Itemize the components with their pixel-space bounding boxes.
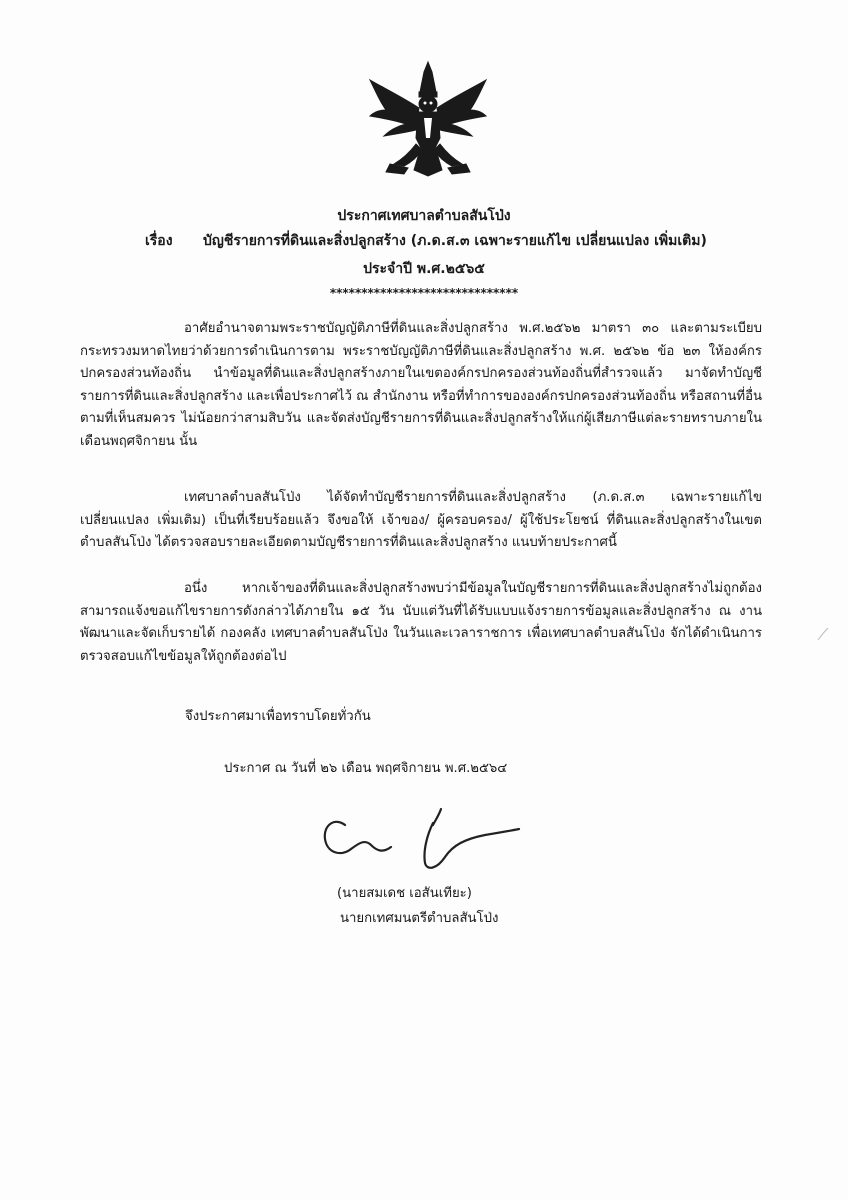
document-year: ประจำปี พ.ศ.๒๕๖๕: [363, 261, 485, 277]
separator-line: ******************************: [329, 286, 519, 300]
body-paragraph-3: [80, 578, 762, 668]
subject-label: เรื่อง: [145, 233, 173, 249]
document-title: ประกาศเทศบาลตำบลสันโป่ง: [337, 208, 511, 224]
closing-statement: จึงประกาศมาเพื่อทราบโดยทั่วกัน: [185, 709, 371, 724]
paragraph-2-text: เทศบาลตำบลสันโป่ง ได้จัดทำบัญชีรายการที่ดินและสิ่งปลูกสร้าง (ภ.ด.ส.๓ เฉพาะรายแก้ไข เปลี่ยนแปลง เพิ่มเติม) เป็นที่เรียบร้อยแล้ว จึงขอให้ เจ้าของ/ ผู้ครอบครอง/ ผู้ใช้ประโยชน์ ที่ดินและสิ่งปลูกสร้างในเขตตำบลสันโป่ง ได้ตรวจสอบรายละเอียดตามบัญชีรายการที่ดินและสิ่งปลูกสร้าง แนบท้ายประกาศนี้: [80, 490, 762, 550]
paragraph-1-text: อาศัยอำนาจตามพระราชบัญญัติภาษีที่ดินและสิ่งปลูกสร้าง พ.ศ.๒๕๖๒ มาตรา ๓๐ และตามระเบียบกระทรวงมหาดไทยว่าด้วยการดำเนินการตาม พระราชบัญญัติภาษีที่ดินและสิ่งปลูกสร้าง พ.ศ. ๒๕๖๒ ข้อ ๒๓ ให้องค์กรปกครองส่วนท้องถิ่น นำข้อมูลที่ดินและสิ่งปลูกสร้างภายในเขตองค์กรปกครองส่วนท้องถิ่นที่สำรวจแล้ว มาจัดทำบัญชีรายการที่ดินและสิ่งปลูกสร้าง และเพื่อประกาศไว้ ณ สำนักงาน หรือที่ทำการขององค์กรปกครองส่วนท้องถิ่น หรือสถานที่อื่นตามที่เห็นสมควร ไม่น้อยกว่าสามสิบวัน และจัดส่งบัญชีรายการที่ดินและสิ่งปลูกสร้างให้แก่ผู้เสียภาษีแต่ละรายทราบภายในเดือนพฤศจิกายน นั้น: [80, 321, 762, 449]
date-prefix: ประกาศ ณ วันที่: [224, 761, 317, 776]
paragraph-3-text: อนึ่ง หากเจ้าของที่ดินและสิ่งปลูกสร้างพบว่ามีข้อมูลในบัญชีรายการที่ดินและสิ่งปลูกสร้างไม่ถูกต้อง สามารถแจ้งขอแก้ไขรายการดังกล่าวได้ภายใน ๑๕ วัน นับแต่วันที่ได้รับแบบแจ้งรายการข้อมูลและสิ่งปลูกสร้าง ณ งานพัฒนาและจัดเก็บรายได้ กองคลัง เทศบาลตำบลสันโป่ง ในวันและเวลาราชการ เพื่อเทศบาลตำบลสันโป่ง จักได้ดำเนินการตรวจสอบแก้ไขข้อมูลให้ถูกต้องต่อไป: [80, 581, 762, 664]
garuda-emblem-icon: [364, 58, 492, 186]
body-paragraph-1: [80, 318, 762, 453]
date-day: ๒๖: [320, 761, 338, 776]
subject-text: บัญชีรายการที่ดินและสิ่งปลูกสร้าง (ภ.ด.ส.๓ เฉพาะรายแก้ไข เปลี่ยนแปลง เพิ่มเติม): [203, 233, 707, 249]
handwritten-signature: [315, 795, 535, 885]
signatory-name: (นายสมเดช เอสันเทียะ): [337, 886, 472, 901]
document-subject: [145, 230, 707, 252]
signatory-title: นายกเทศมนตรีตำบลสันโป่ง: [340, 911, 499, 926]
announcement-date: [224, 757, 507, 778]
body-paragraph-2: [80, 487, 762, 555]
date-month-year: เดือน พฤศจิกายน พ.ศ.๒๕๖๔: [341, 761, 508, 776]
scan-speck-icon: [816, 626, 830, 642]
